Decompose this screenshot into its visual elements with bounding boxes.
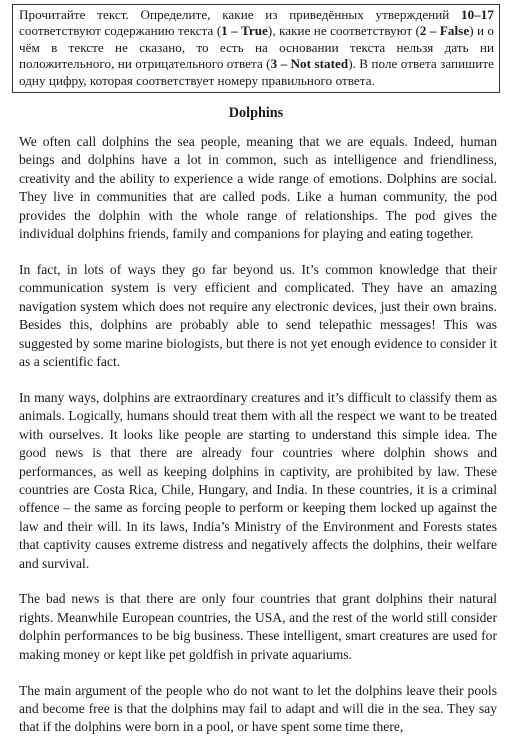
article-paragraph: In fact, in lots of ways they go far beyond us. It’s common knowledge that their communication system is very efficient and complicated. They have an amazing navigation system which does not require any electronic devices, just their own brains. Besides this, dolphins are probably able to send telepathic messages! This was suggested by some marine biologists, but there is not yet enough evidence to consider it as a scientific fact. (19, 261, 497, 369)
instructions-text: Прочитайте текст. Определите, какие из приведённых утверждений (19, 7, 462, 22)
task-instructions-box (12, 4, 500, 93)
false-option-label: 2 – False (419, 23, 470, 39)
instructions-text: соответствуют содержанию текста ( (19, 23, 222, 39)
not-stated-option-label: 3 – Not stated (270, 56, 349, 72)
article-paragraph: The bad news is that there are only four countries that grant dolphins their natural rights. Meanwhile European countries, the USA, and the rest of the world still consider dolphin performances to be big business. These intelligent, smart creatures are used for making money or kept like pet goldfish in private aquariums. (19, 591, 497, 662)
instructions-text: ). В поле ответа запишите одну цифру, которая соответствует номеру правильного ответа. (19, 56, 494, 88)
article-paragraph: The main argument of the people who do not want to let the dolphins leave their pools and become free is that the dolphins may fail to adapt and will die in the sea. They say that if the dolphins were born in a pool, or have spent some time there, (19, 682, 497, 735)
true-option-label: 1 – True (221, 23, 268, 39)
article-paragraph: In many ways, dolphins are extraordinary creatures and it’s difficult to classify them as animals. Logically, humans should treat them with all the respect we want to be treated with ourselves. It looks like people are starting to understand this simple idea. The good news is that there are already four countries where dolphin shows and performances, as well as keeping dolphins in captivity, are prohibited by law. These countries are Costa Rica, Chile, Hungary, and India. In these countries, it is a criminal offence – the same as forcing people to perform or keeping them locked up against the law and their will. In its laws, India’s Ministry of the Environment and Forests states that captivity causes extreme distress and negatively affects the dolphins, their welfare and survival. (19, 389, 497, 571)
instructions-text: ), какие не соответствуют ( (267, 23, 420, 39)
article-title: Dolphins (228, 105, 284, 122)
instructions-text: ) и о чём в тексте не сказано, то есть на основании текста нельзя дать ни положительного, ни отрицательного ответа ( (19, 23, 495, 72)
article-paragraph: We often call dolphins the sea people, meaning that we are equals. Indeed, human beings and dolphins have a lot in common, such as intelligence and friendliness, creativity and the ability to experience a wide range of emotions. Dolphins are social. They live in communities that are called pods. Like a human community, the pod provides the dolphin with the whole range of relationships. The pod gives the individual dolphins friends, family and companions for playing and eating together. (19, 134, 497, 242)
article-body (19, 133, 497, 737)
question-range: 10–17 (461, 7, 494, 22)
